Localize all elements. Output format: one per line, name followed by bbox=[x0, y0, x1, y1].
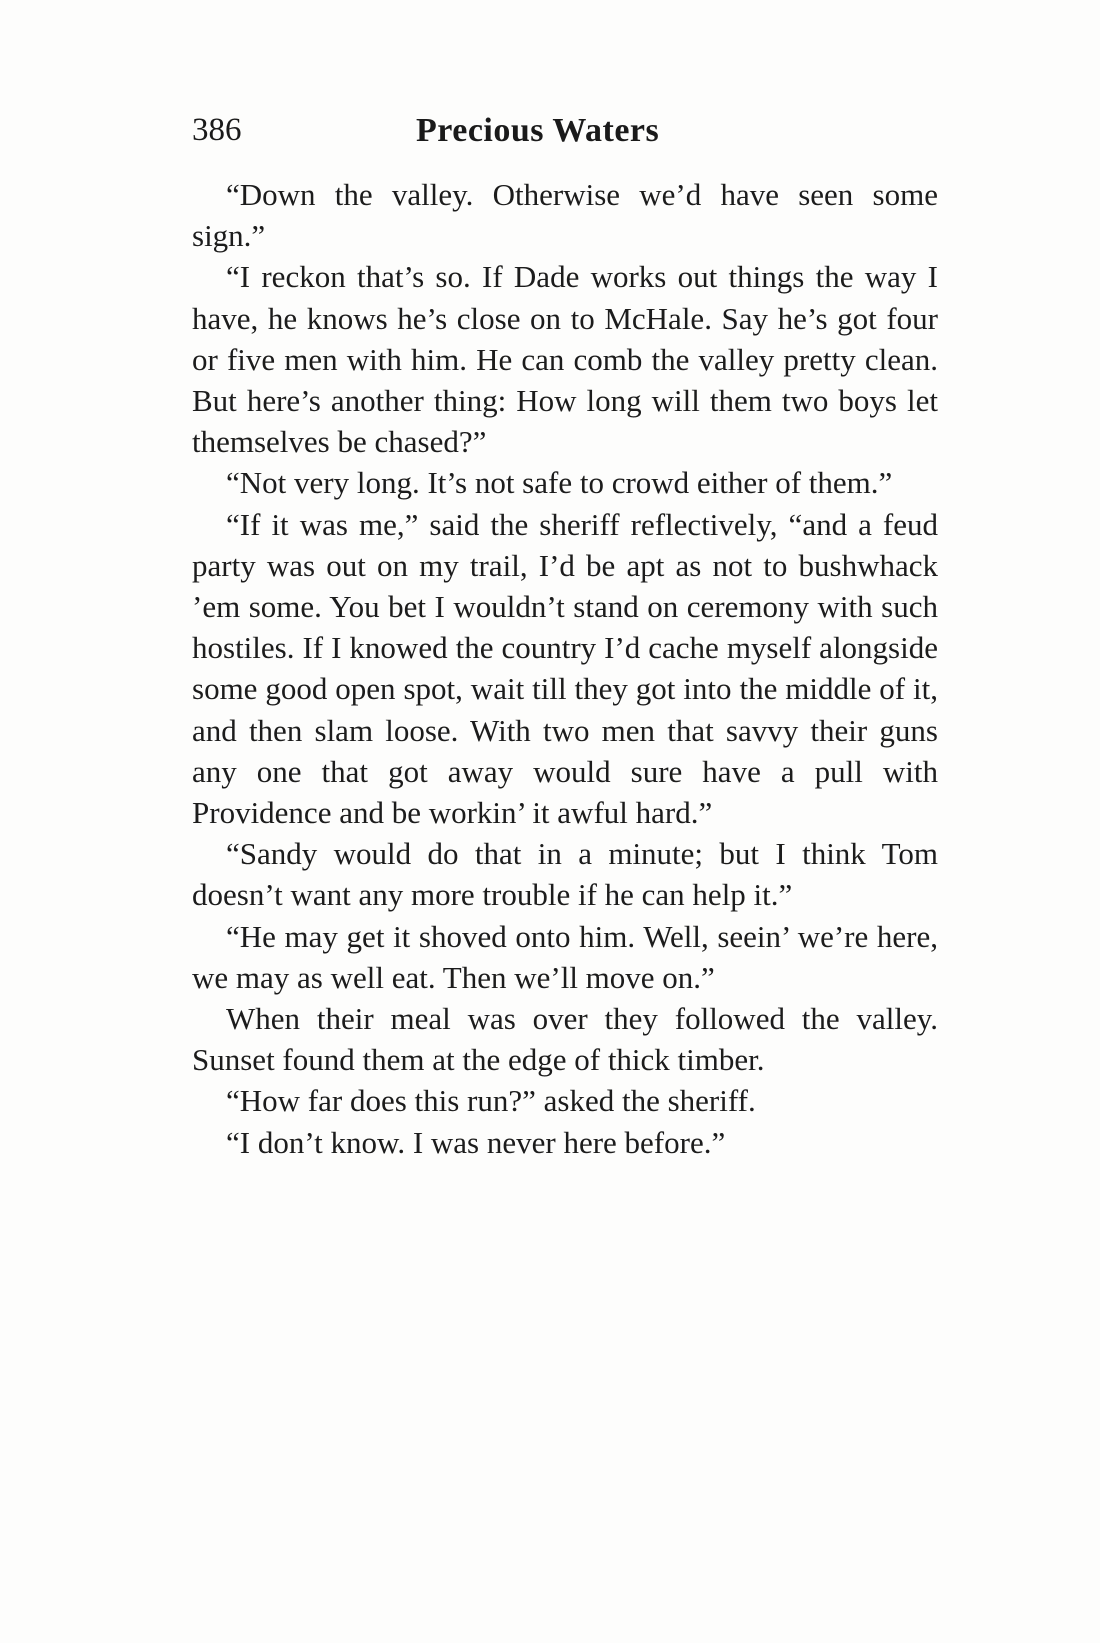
page-header bbox=[192, 112, 938, 162]
paragraph: “He may get it shoved onto him. Well, seein’ we’re here, we may as well eat. Then we’ll move on.” bbox=[192, 918, 938, 995]
paragraph: “If it was me,” said the sheriff reflectively, “and a feud party was out on my trail, I’d be apt as not to bushwhack ’em some. You bet I wouldn’t stand on ceremony with such hostiles. If I knowed the country I’d cache myself alongside some good open spot, wait till they got into the middle of it, and then slam loose. With two men that savvy their guns any one that got away would sure have a pull with Providence and be workin’ it awful hard.” bbox=[192, 506, 938, 831]
paragraph: “I reckon that’s so. If Dade works out things the way I have, he knows he’s close on to McHale. Say he’s got four or five men with him. He can comb the valley pretty clean. But here’s another thing: How long will them two boys let themselves be chased?” bbox=[192, 259, 938, 460]
body-text bbox=[192, 174, 938, 1163]
running-title: Precious Waters bbox=[416, 112, 660, 149]
page-number: 386 bbox=[192, 112, 242, 148]
paragraph: When their meal was over they followed the valley. Sunset found them at the edge of thick timber. bbox=[192, 1001, 938, 1078]
paragraph: “How far does this run?” asked the sheriff. bbox=[226, 1083, 756, 1119]
paragraph: “I don’t know. I was never here before.” bbox=[226, 1124, 726, 1160]
paragraph: “Sandy would do that in a minute; but I think Tom doesn’t want any more trouble if he can help it.” bbox=[192, 836, 938, 913]
paragraph: “Down the valley. Otherwise we’d have seen some sign.” bbox=[192, 177, 938, 254]
paragraph: “Not very long. It’s not safe to crowd either of them.” bbox=[226, 465, 893, 501]
